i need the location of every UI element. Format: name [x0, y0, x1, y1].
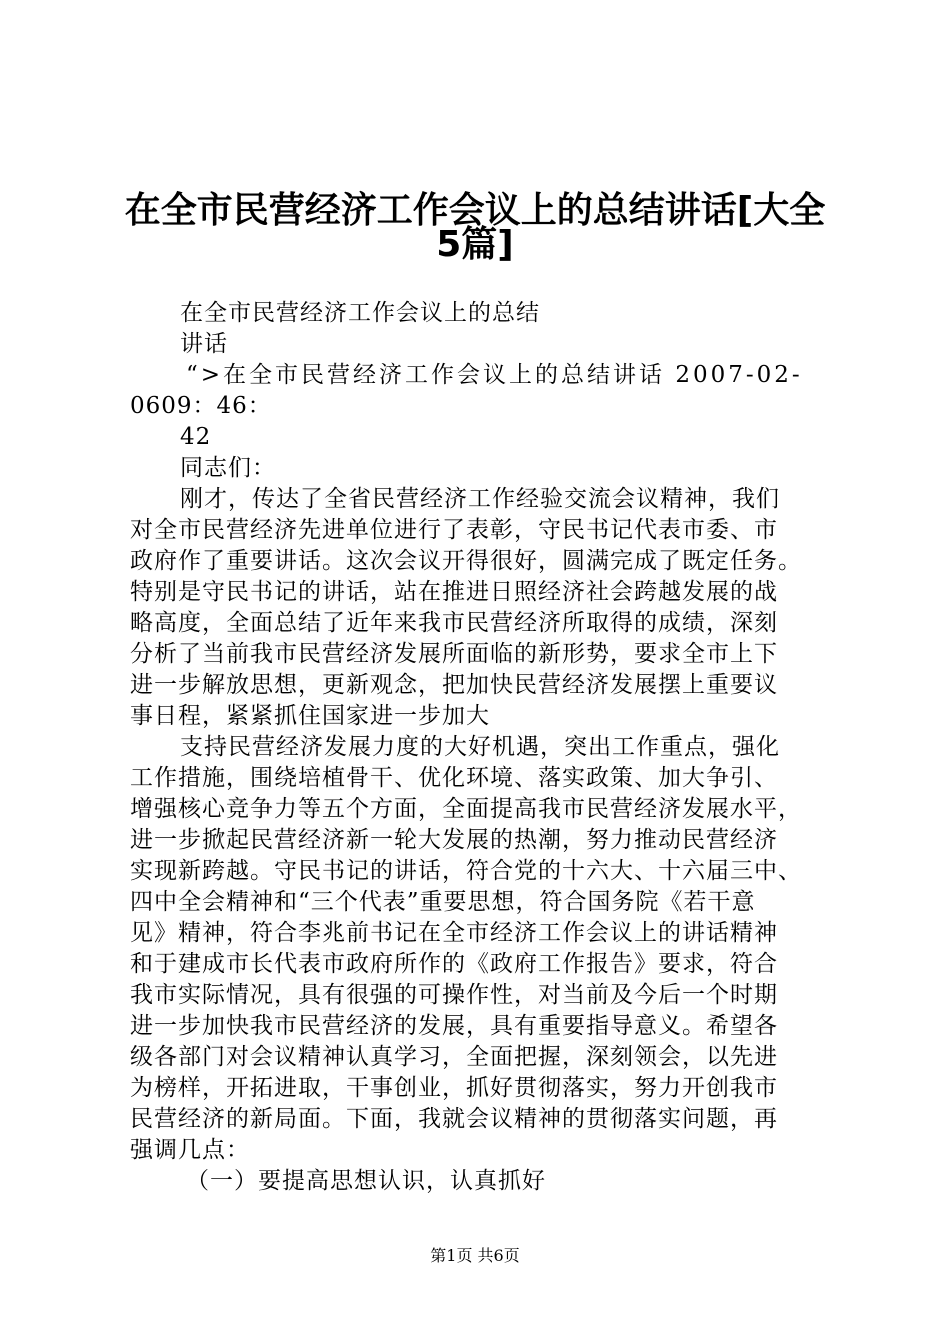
body-line: 政府作了重要讲话。这次会议开得很好，圆满完成了既定任务。	[130, 548, 802, 574]
body-line: 为榜样，开拓进取，干事创业，抓好贯彻落实，努力开创我市	[130, 1075, 778, 1101]
section-heading: （一）要提高思想认识，认真抓好	[186, 1168, 546, 1194]
body-line: 实现新跨越。守民书记的讲话，符合党的十六大、十六届三中、	[130, 858, 802, 884]
body-line: 进一步解放思想，更新观念，把加快民营经济发展摆上重要议	[130, 672, 778, 698]
subtitle-line2: 讲话	[180, 331, 228, 357]
body-line: 刚才，传达了全省民营经济工作经验交流会议精神，我们	[180, 486, 780, 512]
body-line: 略高度，全面总结了近年来我市民营经济所取得的成绩，深刻	[130, 610, 778, 636]
page-footer: 第1页 共6页	[430, 1246, 520, 1265]
body-line: 工作措施，围绕培植骨干、优化环境、落实政策、加大争引、	[130, 765, 778, 791]
subtitle-line1: 在全市民营经济工作会议上的总结	[180, 300, 540, 326]
body-line: 强调几点：	[130, 1137, 250, 1163]
body-line: 42	[180, 424, 212, 450]
body-line: 和于建成市长代表市政府所作的《政府工作报告》要求，符合	[130, 951, 778, 977]
document-title-line1: 在全市民营经济工作会议上的总结讲话[大全	[124, 190, 826, 231]
body-line: 分析了当前我市民营经济发展所面临的新形势，要求全市上下	[130, 641, 778, 667]
body-line: 同志们：	[180, 455, 276, 481]
document-body	[130, 298, 830, 1197]
body-line: 特别是守民书记的讲话，站在推进日照经济社会跨越发展的战	[130, 579, 778, 605]
body-line: 对全市民营经济先进单位进行了表彰，守民书记代表市委、市	[130, 517, 778, 543]
body-line: 我市实际情况，具有很强的可操作性，对当前及今后一个时期	[130, 982, 778, 1008]
body-line: 民营经济的新局面。下面，我就会议精神的贯彻落实问题，再	[130, 1106, 778, 1132]
body-line: 支持民营经济发展力度的大好机遇，突出工作重点，强化	[180, 734, 780, 760]
body-line: 0609：46：	[130, 393, 272, 419]
body-line: 进一步掀起民营经济新一轮大发展的热潮，努力推动民营经济	[130, 827, 778, 853]
body-line: “>在全市民营经济工作会议上的总结讲话 2007-02-	[186, 362, 803, 388]
body-line: 事日程，紧紧抓住国家进一步加大	[130, 703, 490, 729]
body-line: 进一步加快我市民营经济的发展，具有重要指导意义。希望各	[130, 1013, 778, 1039]
body-line: 级各部门对会议精神认真学习，全面把握，深刻领会，以先进	[130, 1044, 778, 1070]
body-line: 见》精神，符合李兆前书记在全市经济工作会议上的讲话精神	[130, 920, 778, 946]
body-line: 增强核心竞争力等五个方面，全面提高我市民营经济发展水平，	[130, 796, 802, 822]
body-line: 四中全会精神和“三个代表”重要思想，符合国务院《若干意	[130, 889, 756, 915]
document-title-line2: 5篇]	[436, 224, 514, 265]
